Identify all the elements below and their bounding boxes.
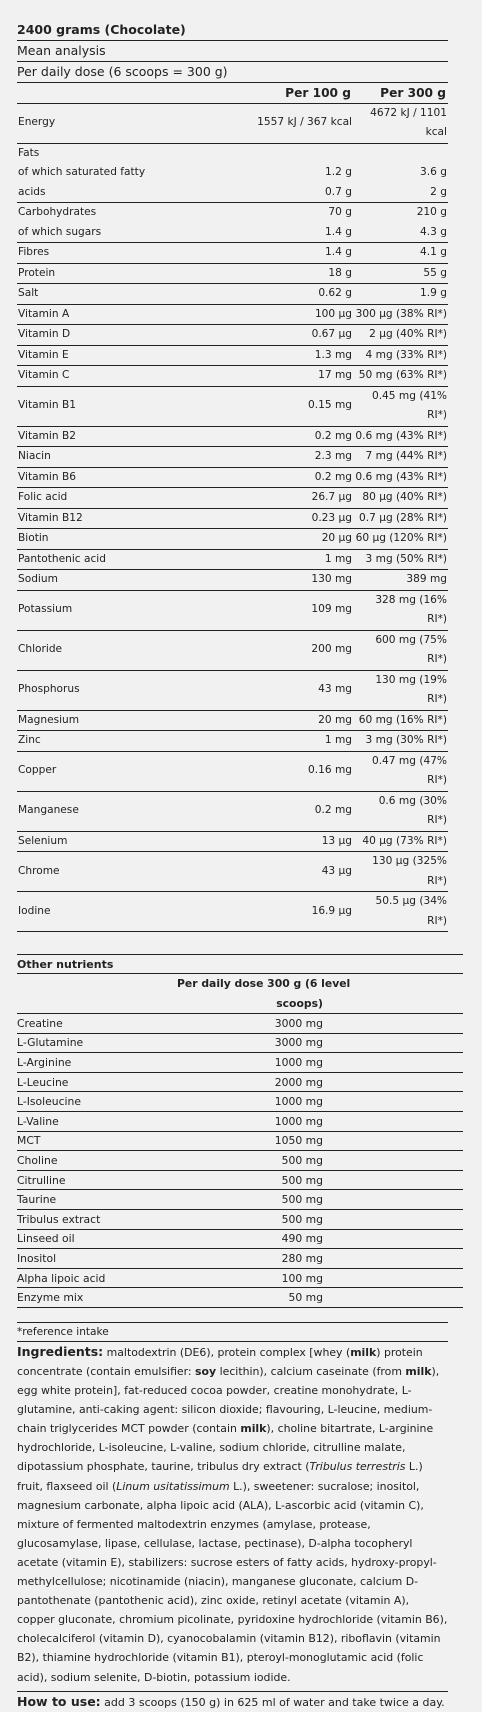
other-nutrient-name: L-Leucine — [17, 1072, 177, 1092]
per-100g-value: 2.3 mg — [314, 450, 352, 462]
other-nutrient-name: Citrulline — [17, 1170, 177, 1190]
per-100g-value: 16.9 µg — [311, 904, 352, 917]
per-300g-value: RI*) — [427, 653, 447, 665]
per-300g-value: 210 g — [416, 206, 447, 218]
other-nutrients-header — [17, 974, 463, 1014]
other-nutrient-value: 3000 mg — [177, 1033, 323, 1053]
per-100g-value: 0.62 g — [318, 287, 352, 299]
per-300g-value: 300 µg (38% RI*) — [355, 307, 447, 320]
other-nutrient-value: 50 mg — [177, 1288, 323, 1308]
nutrition-row — [17, 529, 448, 550]
per-100g-value: 0.2 mg — [314, 470, 352, 483]
mean-analysis-label: Mean analysis — [17, 43, 106, 58]
reference-intake-footnote: *reference intake — [17, 1322, 448, 1341]
other-nutrient-value: 3000 mg — [177, 1014, 323, 1034]
nutrient-name: Protein — [18, 266, 56, 279]
nutrient-name: Vitamin C — [18, 369, 70, 381]
per-300g-value: 130 µg (325% — [372, 855, 447, 867]
nutrient-name: Copper — [18, 764, 57, 777]
other-nutrient-name: Choline — [17, 1151, 177, 1171]
per-100g-value: 0.23 µg — [311, 511, 352, 524]
per-300g-value: 328 mg (16% — [375, 593, 447, 606]
nutrition-table-header — [17, 83, 448, 103]
other-nutrient-value: 500 mg — [177, 1151, 323, 1171]
per-300g-value: 0.6 mg (30% — [378, 794, 447, 807]
other-nutrient-row — [17, 1249, 463, 1269]
nutrition-row — [17, 852, 448, 892]
nutrient-name: Vitamin B1 — [18, 399, 76, 412]
per-300g-value: RI*) — [427, 613, 447, 625]
other-nutrient-value: 100 mg — [177, 1268, 323, 1288]
other-nutrient-row — [17, 1229, 463, 1249]
other-nutrient-value: 500 mg — [177, 1190, 323, 1210]
per-100g-value: 20 µg — [321, 532, 352, 544]
other-nutrient-row — [17, 1268, 463, 1288]
per-300g-value: RI*) — [427, 814, 447, 826]
per-300g-value: 80 µg (40% RI*) — [362, 491, 447, 503]
other-nutrient-name: Tribulus extract — [17, 1209, 177, 1229]
nutrition-row — [17, 892, 448, 932]
nutrient-name: Fibres — [18, 246, 50, 258]
other-nutrient-row — [17, 1111, 463, 1131]
nutrition-row — [17, 488, 448, 509]
nutrition-row — [17, 447, 448, 468]
nutrition-row — [17, 751, 448, 791]
nutrition-row — [17, 731, 448, 752]
other-nutrient-value: 1050 mg — [177, 1131, 323, 1151]
other-nutrient-row — [17, 1014, 463, 1034]
per-100g-value: 109 mg — [311, 603, 352, 616]
per-100g-value: 0.2 mg — [314, 429, 352, 442]
nutrition-row — [17, 366, 448, 387]
nutrient-name: Potassium — [18, 603, 73, 616]
nutrition-table — [17, 83, 448, 932]
per-100g-value: 100 µg — [314, 307, 352, 320]
nutrient-name: Carbohydrates — [18, 206, 97, 218]
other-nutrient-name: Taurine — [17, 1190, 177, 1210]
other-nutrient-name: Creatine — [17, 1014, 177, 1034]
nutrition-row — [17, 467, 448, 488]
per-300g-value: 3 mg (30% RI*) — [365, 734, 447, 746]
nutrient-name: Folic acid — [18, 491, 68, 503]
nutrient-name: Niacin — [18, 450, 51, 462]
per-daily-dose-label: Per daily dose (6 scoops = 300 g) — [17, 64, 228, 79]
other-nutrient-value: 1000 mg — [177, 1111, 323, 1131]
per-100g-value: 1 mg — [324, 552, 352, 565]
nutrition-row — [17, 791, 448, 831]
other-nutrient-row — [17, 1190, 463, 1210]
nutrient-name: Biotin — [18, 532, 49, 544]
per-100g-value: 1.2 g — [325, 166, 352, 178]
other-nutrient-name: L-Valine — [17, 1111, 177, 1131]
nutrition-row — [17, 710, 448, 731]
other-nutrient-value: 1000 mg — [177, 1092, 323, 1112]
nutrient-name: Vitamin B2 — [18, 429, 76, 442]
ingredients-text: Ingredients: maltodextrin (DE6), protein complex [whey (milk) protein concentrate (contain emulsifier: soy lecithin), calcium caseinate (from milk), egg white protein], fat-reduced cocoa powder, creatine monohydrate, L-glutamine, anti-caking agent: silicon dioxide; flavouring, L-leucine, medium-chain triglycerides MCT powder (contain milk), choline bitartrate, L-arginine hydrochloride, L-isoleucine, L-valine, sodium chloride, citrulline malate, dipotassium phosphate, taurine, tribulus dry extract (Tribulus terrestris L.) fruit, flaxseed oil (Linum usitatissimum L.), sweetener: sucralose; inositol, magnesium carbonate, alpha lipoic acid (ALA), L-ascorbic acid (vitamin C), mixture of fermented maltodextrin enzymes (amylase, protease, glucosamylase, lipase, cellulase, lactase, pectinase), D-alpha tocopheryl acetate (vitamin E), stabilizers: sucrose esters of fatty acids, hydroxy-propyl-methylcellulose; nicotinamide (niacin), manganese gluconate, calcium D-pantothenate (pantothenic acid), zinc oxide, retinyl acetate (vitamin A), copper gluconate, chromium picolinate, pyridoxine hydrochloride (vitamin B6), cholecalciferol (vitamin D), cyanocobalamin (vitamin B12), riboflavin (vitamin B2), thiamine hydrochloride (vitamin B1), pteroyl-monoglutamic acid (folic acid), sodium selenite, D-biotin, potassium iodide. — [17, 1341, 448, 1687]
per-100g-value: 1 mg — [324, 734, 352, 746]
nutrient-name: Selenium — [18, 834, 68, 847]
nutrient-subname: of which saturated fatty — [18, 166, 146, 178]
per-300g-value: RI*) — [427, 774, 447, 786]
other-nutrient-name: L-Arginine — [17, 1053, 177, 1073]
other-nutrient-name: MCT — [17, 1131, 177, 1151]
nutrition-row — [17, 284, 448, 305]
nutrition-row — [17, 345, 448, 366]
per-100g-value: 0.2 mg — [314, 804, 352, 817]
other-nutrients-table — [17, 973, 463, 1308]
other-nutrient-name: L-Glutamine — [17, 1033, 177, 1053]
per-300g-value: 40 µg (73% RI*) — [362, 834, 447, 847]
per-100g-header: Per 100 g — [250, 83, 353, 103]
other-nutrient-value: 1000 mg — [177, 1053, 323, 1073]
nutrient-name: Phosphorus — [18, 683, 80, 696]
per-100g-value: 1.4 g — [325, 225, 352, 238]
per-300g-value: 55 g — [423, 266, 447, 279]
nutrition-row — [17, 263, 448, 284]
per-100g-value: 43 µg — [321, 864, 352, 877]
nutrient-name: Vitamin B12 — [18, 511, 83, 524]
per-300g-value: 7 mg (44% RI*) — [365, 450, 447, 462]
per-300g-value: RI*) — [427, 874, 447, 887]
nutrient-name: Vitamin D — [18, 328, 71, 340]
per-100g-value: 0.15 mg — [308, 399, 352, 412]
per-300g-value: kcal — [425, 126, 447, 138]
nutrition-row — [17, 386, 448, 426]
per-300g-value: 4.3 g — [420, 225, 447, 238]
per-100g-value: 70 g — [328, 206, 352, 218]
nutrient-name: Pantothenic acid — [18, 552, 106, 565]
per-300g-value: 2 g — [430, 185, 447, 198]
product-title: 2400 grams (Chocolate) — [17, 22, 186, 37]
other-nutrients-title: Other nutrients — [17, 954, 463, 973]
other-nutrient-name: Alpha lipoic acid — [17, 1268, 177, 1288]
per-100g-value: 1.3 mg — [314, 348, 352, 361]
per-100g-value: 26.7 µg — [311, 491, 352, 503]
per-100g-value: 0.7 g — [325, 185, 352, 198]
per-100g-value: 18 g — [328, 266, 352, 279]
other-nutrient-value: 500 mg — [177, 1170, 323, 1190]
per-300g-value: 2 µg (40% RI*) — [369, 328, 447, 340]
nutrition-row — [17, 325, 448, 346]
other-nutrient-row — [17, 1170, 463, 1190]
nutrition-row — [17, 831, 448, 852]
per-300g-value: 0.45 mg (41% — [371, 389, 447, 402]
other-nutrient-name: L-Isoleucine — [17, 1092, 177, 1112]
per-300g-value: 0.7 µg (28% RI*) — [358, 511, 447, 524]
nutrition-row — [17, 426, 448, 447]
nutrition-row — [17, 304, 448, 325]
nutrition-row — [17, 549, 448, 570]
nutrition-row — [17, 203, 448, 243]
other-nutrient-row — [17, 1033, 463, 1053]
nutrition-row — [17, 630, 448, 670]
per-300g-value: 130 mg (19% RI*) — [375, 673, 447, 705]
other-nutrient-row — [17, 1151, 463, 1171]
nutrient-name: Energy — [18, 116, 56, 129]
per-300g-value: 3 mg (50% RI*) — [365, 552, 447, 565]
per-300g-value: 0.47 mg (47% — [371, 754, 447, 767]
nutrient-name: Manganese — [18, 804, 79, 817]
per-100g-value: 1.4 g — [325, 246, 352, 258]
per-100g-value: 20 mg — [318, 713, 352, 726]
per-300g-value: 50 mg (63% RI*) — [358, 369, 447, 381]
nutrient-name: Chrome — [18, 864, 60, 877]
per-300g-value: RI*) — [427, 409, 447, 421]
nutrition-row — [17, 590, 448, 630]
per-300g-value: 50.5 µg (34% — [375, 895, 447, 907]
nutrition-row — [17, 143, 448, 203]
other-nutrient-value: 500 mg — [177, 1209, 323, 1229]
other-nutrient-value: 2000 mg — [177, 1072, 323, 1092]
per-100g-value: 0.67 µg — [311, 328, 352, 340]
per-100g-value: 1557 kJ / 367 kcal — [257, 116, 352, 129]
nutrition-row — [17, 508, 448, 529]
nutrient-name: Vitamin A — [18, 307, 70, 320]
per-300g-value: 4 mg (33% RI*) — [365, 348, 447, 361]
per-100g-value: 17 mg — [318, 369, 352, 381]
nutrient-name: Chloride — [18, 643, 63, 656]
other-nutrient-name: Linseed oil — [17, 1229, 177, 1249]
per-100g-value: 130 mg — [311, 573, 352, 585]
per-300g-value: 600 mg (75% — [375, 633, 447, 646]
per-300g-value: 3.6 g — [420, 166, 447, 178]
other-nutrient-name: Inositol — [17, 1249, 177, 1269]
per-300g-header: Per 300 g — [353, 83, 448, 103]
other-nutrient-row — [17, 1092, 463, 1112]
other-nutrient-value: 490 mg — [177, 1229, 323, 1249]
per-300g-value: 0.6 mg (43% RI*) — [355, 470, 447, 483]
nutrition-row — [17, 570, 448, 591]
other-nutrient-row — [17, 1053, 463, 1073]
per-100g-value: 200 mg — [311, 643, 352, 656]
nutrient-subname: of which sugars — [18, 225, 102, 238]
nutrient-name: Salt — [18, 287, 39, 299]
per-300g-value: 4672 kJ / 1101 — [370, 106, 447, 119]
how-to-use-label: How to use: — [17, 1693, 101, 1709]
nutrient-name: Vitamin B6 — [18, 470, 76, 483]
other-nutrient-row — [17, 1131, 463, 1151]
per-300g-value: 1.9 g — [420, 287, 447, 299]
other-nutrient-name: Enzyme mix — [17, 1288, 177, 1308]
per-300g-value: 60 mg (16% RI*) — [358, 713, 447, 726]
other-nutrient-value: 280 mg — [177, 1249, 323, 1269]
nutrition-row — [17, 103, 448, 143]
per-100g-value: 0.16 mg — [308, 764, 352, 777]
per-100g-value: 43 mg — [318, 683, 352, 696]
per-300g-value: 4.1 g — [420, 246, 447, 258]
nutrient-name: Magnesium — [18, 713, 80, 726]
per-300g-value: RI*) — [427, 914, 447, 927]
nutrient-name: Vitamin E — [18, 348, 69, 361]
per-100g-value: 13 µg — [321, 834, 352, 847]
nutrient-name: Fats — [18, 146, 40, 159]
nutrient-subname: acids — [18, 185, 46, 198]
per-300g-value: 389 mg — [406, 573, 447, 585]
other-nutrient-row — [17, 1288, 463, 1308]
per-300g-value: 0.6 mg (43% RI*) — [355, 429, 447, 442]
nutrient-name: Sodium — [18, 573, 58, 585]
nutrient-name: Iodine — [18, 904, 51, 917]
per-daily-dose-header: Per daily dose 300 g (6 level scoops) — [177, 974, 323, 1014]
other-nutrient-row — [17, 1209, 463, 1229]
nutrition-row — [17, 243, 448, 264]
per-300g-value: 60 µg (120% RI*) — [355, 532, 447, 544]
other-nutrient-row — [17, 1072, 463, 1092]
nutrition-row — [17, 670, 448, 710]
nutrient-name: Zinc — [18, 734, 41, 746]
how-to-use-text: How to use: add 3 scoops (150 g) in 625 ml of water and take twice a day. — [17, 1691, 448, 1712]
ingredients-label: Ingredients: — [17, 1343, 104, 1359]
